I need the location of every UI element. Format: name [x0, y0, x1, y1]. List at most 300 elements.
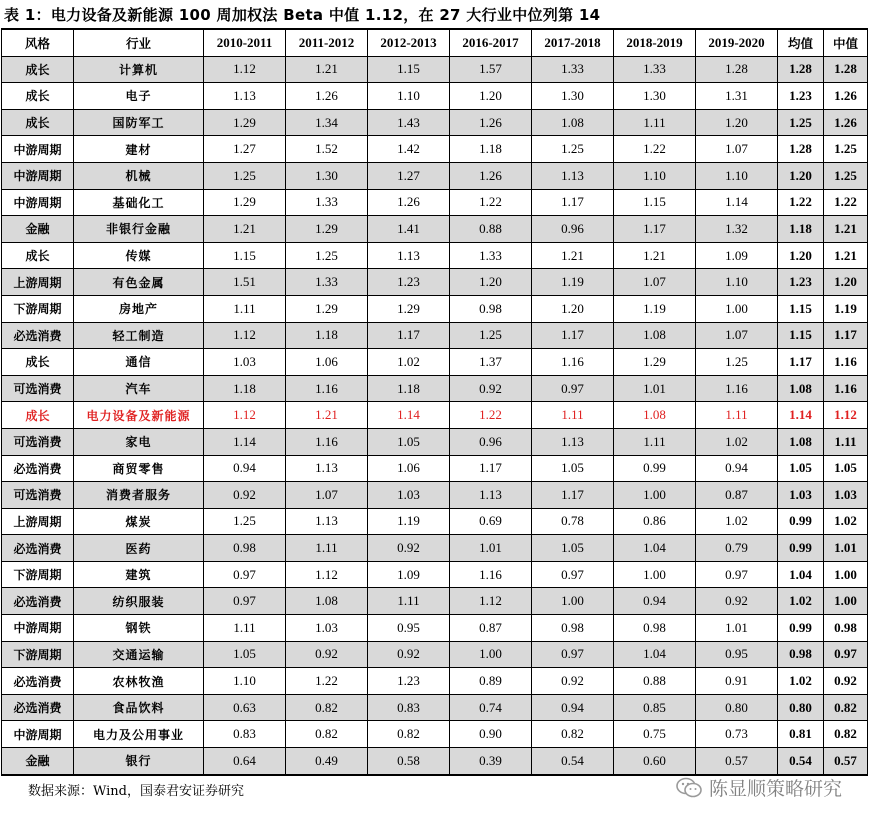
- beta-cell: 1.37: [450, 349, 532, 376]
- beta-cell: 0.92: [696, 588, 778, 615]
- beta-cell: 1.12: [450, 588, 532, 615]
- table-row: [2, 508, 868, 535]
- beta-cell: 1.23: [368, 269, 450, 296]
- beta-cell: 1.19: [532, 269, 614, 296]
- beta-cell: 1.00: [532, 588, 614, 615]
- beta-cell: 1.25: [696, 349, 778, 376]
- beta-cell: 1.52: [286, 136, 368, 163]
- mean-cell: 0.98: [778, 641, 824, 668]
- beta-cell: 1.21: [614, 242, 696, 269]
- industry-cell: 计算机: [74, 56, 204, 83]
- beta-cell: 1.29: [204, 189, 286, 216]
- beta-cell: 1.13: [532, 162, 614, 189]
- style-cell: 成长: [2, 56, 74, 83]
- beta-cell: 0.95: [368, 615, 450, 642]
- beta-cell: 0.92: [368, 641, 450, 668]
- beta-cell: 0.49: [286, 748, 368, 775]
- beta-cell: 1.29: [286, 295, 368, 322]
- wechat-icon: [675, 776, 703, 800]
- header-period: 2018-2019: [614, 29, 696, 56]
- beta-cell: 0.69: [450, 508, 532, 535]
- beta-cell: 1.15: [614, 189, 696, 216]
- style-cell: 中游周期: [2, 721, 74, 748]
- industry-cell: 电力设备及新能源: [74, 402, 204, 429]
- style-cell: 中游周期: [2, 162, 74, 189]
- style-cell: 必选消费: [2, 694, 74, 721]
- beta-cell: 1.30: [614, 83, 696, 110]
- table-row: [2, 535, 868, 562]
- beta-cell: 1.07: [696, 136, 778, 163]
- median-cell: 1.19: [824, 295, 868, 322]
- table-row: [2, 349, 868, 376]
- beta-cell: 1.11: [696, 402, 778, 429]
- beta-cell: 1.11: [204, 295, 286, 322]
- beta-cell: 1.27: [204, 136, 286, 163]
- median-cell: 1.28: [824, 56, 868, 83]
- industry-cell: 食品饮料: [74, 694, 204, 721]
- beta-cell: 1.16: [286, 428, 368, 455]
- median-cell: 1.12: [824, 402, 868, 429]
- beta-cell: 1.15: [368, 56, 450, 83]
- table-row: [2, 322, 868, 349]
- industry-cell: 煤炭: [74, 508, 204, 535]
- beta-cell: 1.25: [204, 162, 286, 189]
- style-cell: 成长: [2, 83, 74, 110]
- beta-cell: 1.00: [614, 561, 696, 588]
- style-cell: 下游周期: [2, 295, 74, 322]
- beta-cell: 0.92: [286, 641, 368, 668]
- beta-cell: 1.01: [450, 535, 532, 562]
- beta-cell: 1.10: [614, 162, 696, 189]
- beta-cell: 0.78: [532, 508, 614, 535]
- table-body: [2, 56, 868, 775]
- beta-cell: 0.97: [532, 561, 614, 588]
- header-industry: 行业: [74, 29, 204, 56]
- beta-cell: 1.21: [286, 56, 368, 83]
- beta-cell: 1.02: [696, 428, 778, 455]
- beta-cell: 1.09: [368, 561, 450, 588]
- beta-cell: 1.12: [204, 56, 286, 83]
- industry-cell: 建筑: [74, 561, 204, 588]
- beta-cell: 1.41: [368, 216, 450, 243]
- beta-cell: 1.33: [532, 56, 614, 83]
- mean-cell: 1.08: [778, 375, 824, 402]
- beta-cell: 1.03: [286, 615, 368, 642]
- table-row: [2, 242, 868, 269]
- beta-cell: 1.33: [450, 242, 532, 269]
- industry-cell: 国防军工: [74, 109, 204, 136]
- beta-cell: 1.34: [286, 109, 368, 136]
- industry-cell: 机械: [74, 162, 204, 189]
- beta-cell: 1.05: [204, 641, 286, 668]
- header-period: 2019-2020: [696, 29, 778, 56]
- beta-cell: 1.00: [696, 295, 778, 322]
- header-row: [2, 29, 868, 56]
- mean-cell: 1.23: [778, 269, 824, 296]
- mean-cell: 1.20: [778, 242, 824, 269]
- beta-cell: 1.18: [286, 322, 368, 349]
- beta-cell: 1.32: [696, 216, 778, 243]
- beta-cell: 0.83: [204, 721, 286, 748]
- beta-cell: 0.97: [696, 561, 778, 588]
- beta-cell: 0.82: [286, 694, 368, 721]
- table-row: [2, 109, 868, 136]
- beta-cell: 0.54: [532, 748, 614, 775]
- beta-cell: 0.79: [696, 535, 778, 562]
- style-cell: 成长: [2, 402, 74, 429]
- beta-cell: 1.11: [532, 402, 614, 429]
- median-cell: 0.97: [824, 641, 868, 668]
- mean-cell: 1.03: [778, 482, 824, 509]
- beta-cell: 1.30: [286, 162, 368, 189]
- industry-cell: 钢铁: [74, 615, 204, 642]
- beta-cell: 1.51: [204, 269, 286, 296]
- table-row: [2, 482, 868, 509]
- beta-cell: 1.29: [204, 109, 286, 136]
- beta-cell: 1.20: [696, 109, 778, 136]
- mean-cell: 0.99: [778, 508, 824, 535]
- median-cell: 1.22: [824, 189, 868, 216]
- beta-cell: 1.25: [450, 322, 532, 349]
- beta-cell: 1.30: [532, 83, 614, 110]
- beta-cell: 0.82: [368, 721, 450, 748]
- beta-cell: 1.17: [532, 322, 614, 349]
- beta-cell: 1.03: [204, 349, 286, 376]
- table-row: [2, 136, 868, 163]
- industry-cell: 农林牧渔: [74, 668, 204, 695]
- table-row: [2, 189, 868, 216]
- beta-cell: 0.80: [696, 694, 778, 721]
- beta-cell: 1.04: [614, 535, 696, 562]
- median-cell: 1.11: [824, 428, 868, 455]
- style-cell: 必选消费: [2, 535, 74, 562]
- industry-cell: 电力及公用事业: [74, 721, 204, 748]
- mean-cell: 0.99: [778, 535, 824, 562]
- beta-cell: 1.16: [286, 375, 368, 402]
- beta-cell: 1.14: [696, 189, 778, 216]
- table-row: [2, 615, 868, 642]
- beta-cell: 1.17: [532, 189, 614, 216]
- beta-cell: 1.09: [696, 242, 778, 269]
- beta-cell: 0.86: [614, 508, 696, 535]
- beta-cell: 1.29: [368, 295, 450, 322]
- style-cell: 下游周期: [2, 561, 74, 588]
- table-row: [2, 56, 868, 83]
- beta-cell: 1.21: [532, 242, 614, 269]
- beta-cell: 1.13: [450, 482, 532, 509]
- beta-cell: 0.92: [204, 482, 286, 509]
- style-cell: 金融: [2, 216, 74, 243]
- header-period: 2011-2012: [286, 29, 368, 56]
- beta-cell: 0.82: [286, 721, 368, 748]
- beta-cell: 1.11: [286, 535, 368, 562]
- watermark: [675, 774, 842, 801]
- median-cell: 1.00: [824, 588, 868, 615]
- beta-cell: 0.98: [450, 295, 532, 322]
- beta-cell: 0.63: [204, 694, 286, 721]
- beta-cell: 1.21: [204, 216, 286, 243]
- beta-cell: 1.29: [286, 216, 368, 243]
- table-title: 表 1：电力设备及新能源 100 周加权法 Beta 中值 1.12，在 27 大行业中位列第 14: [4, 6, 601, 24]
- beta-cell: 1.04: [614, 641, 696, 668]
- beta-cell: 1.11: [614, 109, 696, 136]
- beta-cell: 1.02: [696, 508, 778, 535]
- beta-cell: 1.11: [204, 615, 286, 642]
- beta-cell: 1.20: [450, 269, 532, 296]
- beta-cell: 1.25: [204, 508, 286, 535]
- beta-cell: 1.28: [696, 56, 778, 83]
- beta-cell: 1.11: [368, 588, 450, 615]
- beta-cell: 1.27: [368, 162, 450, 189]
- beta-cell: 1.12: [204, 322, 286, 349]
- beta-cell: 0.94: [696, 455, 778, 482]
- beta-cell: 1.13: [204, 83, 286, 110]
- beta-cell: 1.18: [368, 375, 450, 402]
- beta-cell: 0.87: [696, 482, 778, 509]
- table-row: [2, 162, 868, 189]
- beta-cell: 0.64: [204, 748, 286, 775]
- beta-cell: 0.98: [532, 615, 614, 642]
- table-row: [2, 455, 868, 482]
- table-row: [2, 402, 868, 429]
- beta-cell: 1.43: [368, 109, 450, 136]
- industry-cell: 传媒: [74, 242, 204, 269]
- beta-cell: 1.06: [286, 349, 368, 376]
- beta-cell: 1.07: [696, 322, 778, 349]
- beta-cell: 0.92: [450, 375, 532, 402]
- table-row: [2, 668, 868, 695]
- beta-cell: 1.33: [286, 189, 368, 216]
- mean-cell: 1.25: [778, 109, 824, 136]
- beta-cell: 1.10: [696, 162, 778, 189]
- style-cell: 金融: [2, 748, 74, 775]
- style-cell: 中游周期: [2, 615, 74, 642]
- beta-cell: 1.14: [368, 402, 450, 429]
- beta-cell: 0.58: [368, 748, 450, 775]
- mean-cell: 1.14: [778, 402, 824, 429]
- beta-cell: 0.97: [532, 375, 614, 402]
- beta-cell: 0.91: [696, 668, 778, 695]
- beta-cell: 1.08: [614, 322, 696, 349]
- style-cell: 必选消费: [2, 668, 74, 695]
- beta-cell: 0.83: [368, 694, 450, 721]
- mean-cell: 1.02: [778, 588, 824, 615]
- beta-cell: 1.05: [368, 428, 450, 455]
- mean-cell: 1.17: [778, 349, 824, 376]
- style-cell: 成长: [2, 109, 74, 136]
- beta-cell: 0.88: [614, 668, 696, 695]
- style-cell: 下游周期: [2, 641, 74, 668]
- beta-cell: 0.39: [450, 748, 532, 775]
- industry-cell: 基础化工: [74, 189, 204, 216]
- style-cell: 成长: [2, 349, 74, 376]
- style-cell: 必选消费: [2, 588, 74, 615]
- beta-cell: 1.13: [286, 508, 368, 535]
- beta-cell: 1.05: [532, 455, 614, 482]
- beta-table: [1, 28, 868, 776]
- median-cell: 1.02: [824, 508, 868, 535]
- beta-cell: 1.25: [286, 242, 368, 269]
- beta-cell: 1.42: [368, 136, 450, 163]
- table-row: [2, 428, 868, 455]
- mean-cell: 0.54: [778, 748, 824, 775]
- beta-cell: 1.57: [450, 56, 532, 83]
- median-cell: 0.82: [824, 694, 868, 721]
- mean-cell: 1.18: [778, 216, 824, 243]
- beta-cell: 0.75: [614, 721, 696, 748]
- beta-cell: 1.12: [204, 402, 286, 429]
- beta-cell: 0.98: [614, 615, 696, 642]
- beta-cell: 0.57: [696, 748, 778, 775]
- mean-cell: 1.15: [778, 322, 824, 349]
- table-row: [2, 721, 868, 748]
- industry-cell: 商贸零售: [74, 455, 204, 482]
- beta-cell: 1.17: [614, 216, 696, 243]
- median-cell: 1.05: [824, 455, 868, 482]
- beta-cell: 0.92: [532, 668, 614, 695]
- beta-cell: 0.94: [532, 694, 614, 721]
- industry-cell: 非银行金融: [74, 216, 204, 243]
- beta-cell: 0.90: [450, 721, 532, 748]
- industry-cell: 医药: [74, 535, 204, 562]
- beta-cell: 1.26: [286, 83, 368, 110]
- median-cell: 1.00: [824, 561, 868, 588]
- beta-cell: 0.88: [450, 216, 532, 243]
- industry-cell: 交通运输: [74, 641, 204, 668]
- beta-cell: 1.16: [450, 561, 532, 588]
- table-row: [2, 269, 868, 296]
- median-cell: 0.98: [824, 615, 868, 642]
- median-cell: 1.16: [824, 349, 868, 376]
- mean-cell: 0.80: [778, 694, 824, 721]
- style-cell: 可选消费: [2, 482, 74, 509]
- mean-cell: 1.28: [778, 136, 824, 163]
- beta-cell: 1.22: [286, 668, 368, 695]
- median-cell: 1.25: [824, 136, 868, 163]
- beta-cell: 1.16: [532, 349, 614, 376]
- header-mean: 均值: [778, 29, 824, 56]
- median-cell: 0.57: [824, 748, 868, 775]
- beta-cell: 1.31: [696, 83, 778, 110]
- beta-cell: 1.10: [696, 269, 778, 296]
- beta-cell: 1.22: [450, 402, 532, 429]
- watermark-text: 陈显顺策略研究: [708, 778, 842, 800]
- table-row: [2, 375, 868, 402]
- beta-cell: 1.26: [368, 189, 450, 216]
- beta-cell: 0.85: [614, 694, 696, 721]
- beta-cell: 1.03: [368, 482, 450, 509]
- median-cell: 1.17: [824, 322, 868, 349]
- beta-cell: 1.18: [450, 136, 532, 163]
- style-cell: 可选消费: [2, 375, 74, 402]
- table-row: [2, 588, 868, 615]
- source-note: 数据来源：Wind，国泰君安证券研究: [28, 784, 244, 799]
- median-cell: 1.16: [824, 375, 868, 402]
- beta-cell: 1.01: [614, 375, 696, 402]
- industry-cell: 汽车: [74, 375, 204, 402]
- beta-cell: 0.92: [368, 535, 450, 562]
- beta-cell: 1.19: [614, 295, 696, 322]
- beta-cell: 1.00: [450, 641, 532, 668]
- industry-cell: 纺织服装: [74, 588, 204, 615]
- beta-cell: 1.17: [450, 455, 532, 482]
- beta-cell: 0.98: [204, 535, 286, 562]
- beta-cell: 1.33: [614, 56, 696, 83]
- median-cell: 1.26: [824, 109, 868, 136]
- mean-cell: 1.02: [778, 668, 824, 695]
- mean-cell: 0.81: [778, 721, 824, 748]
- mean-cell: 1.20: [778, 162, 824, 189]
- beta-cell: 1.17: [532, 482, 614, 509]
- beta-cell: 0.97: [204, 561, 286, 588]
- median-cell: 1.26: [824, 83, 868, 110]
- industry-cell: 家电: [74, 428, 204, 455]
- industry-cell: 通信: [74, 349, 204, 376]
- beta-cell: 0.97: [532, 641, 614, 668]
- beta-cell: 0.99: [614, 455, 696, 482]
- header-style: 风格: [2, 29, 74, 56]
- table-row: [2, 641, 868, 668]
- beta-cell: 1.26: [450, 109, 532, 136]
- beta-cell: 1.26: [450, 162, 532, 189]
- header-period: 2010-2011: [204, 29, 286, 56]
- beta-cell: 1.12: [286, 561, 368, 588]
- beta-cell: 1.07: [286, 482, 368, 509]
- beta-cell: 0.87: [450, 615, 532, 642]
- style-cell: 上游周期: [2, 508, 74, 535]
- median-cell: 1.21: [824, 242, 868, 269]
- mean-cell: 1.15: [778, 295, 824, 322]
- style-cell: 成长: [2, 242, 74, 269]
- mean-cell: 1.22: [778, 189, 824, 216]
- style-cell: 必选消费: [2, 455, 74, 482]
- beta-cell: 1.15: [204, 242, 286, 269]
- beta-cell: 1.08: [614, 402, 696, 429]
- beta-cell: 1.20: [532, 295, 614, 322]
- mean-cell: 1.05: [778, 455, 824, 482]
- table-row: [2, 83, 868, 110]
- table-row: [2, 216, 868, 243]
- beta-cell: 0.94: [614, 588, 696, 615]
- beta-cell: 1.29: [614, 349, 696, 376]
- beta-cell: 1.13: [532, 428, 614, 455]
- table-row: [2, 748, 868, 775]
- beta-cell: 1.02: [368, 349, 450, 376]
- beta-cell: 1.21: [286, 402, 368, 429]
- table-row: [2, 694, 868, 721]
- beta-cell: 1.10: [204, 668, 286, 695]
- beta-cell: 1.18: [204, 375, 286, 402]
- industry-cell: 建材: [74, 136, 204, 163]
- header-median: 中值: [824, 29, 868, 56]
- mean-cell: 0.99: [778, 615, 824, 642]
- mean-cell: 1.23: [778, 83, 824, 110]
- beta-cell: 1.22: [450, 189, 532, 216]
- beta-cell: 1.22: [614, 136, 696, 163]
- beta-cell: 1.13: [368, 242, 450, 269]
- beta-cell: 0.74: [450, 694, 532, 721]
- style-cell: 中游周期: [2, 189, 74, 216]
- beta-cell: 1.00: [614, 482, 696, 509]
- mean-cell: 1.28: [778, 56, 824, 83]
- beta-cell: 1.19: [368, 508, 450, 535]
- beta-cell: 1.10: [368, 83, 450, 110]
- beta-cell: 1.16: [696, 375, 778, 402]
- industry-cell: 消费者服务: [74, 482, 204, 509]
- beta-cell: 1.14: [204, 428, 286, 455]
- beta-cell: 0.95: [696, 641, 778, 668]
- median-cell: 0.82: [824, 721, 868, 748]
